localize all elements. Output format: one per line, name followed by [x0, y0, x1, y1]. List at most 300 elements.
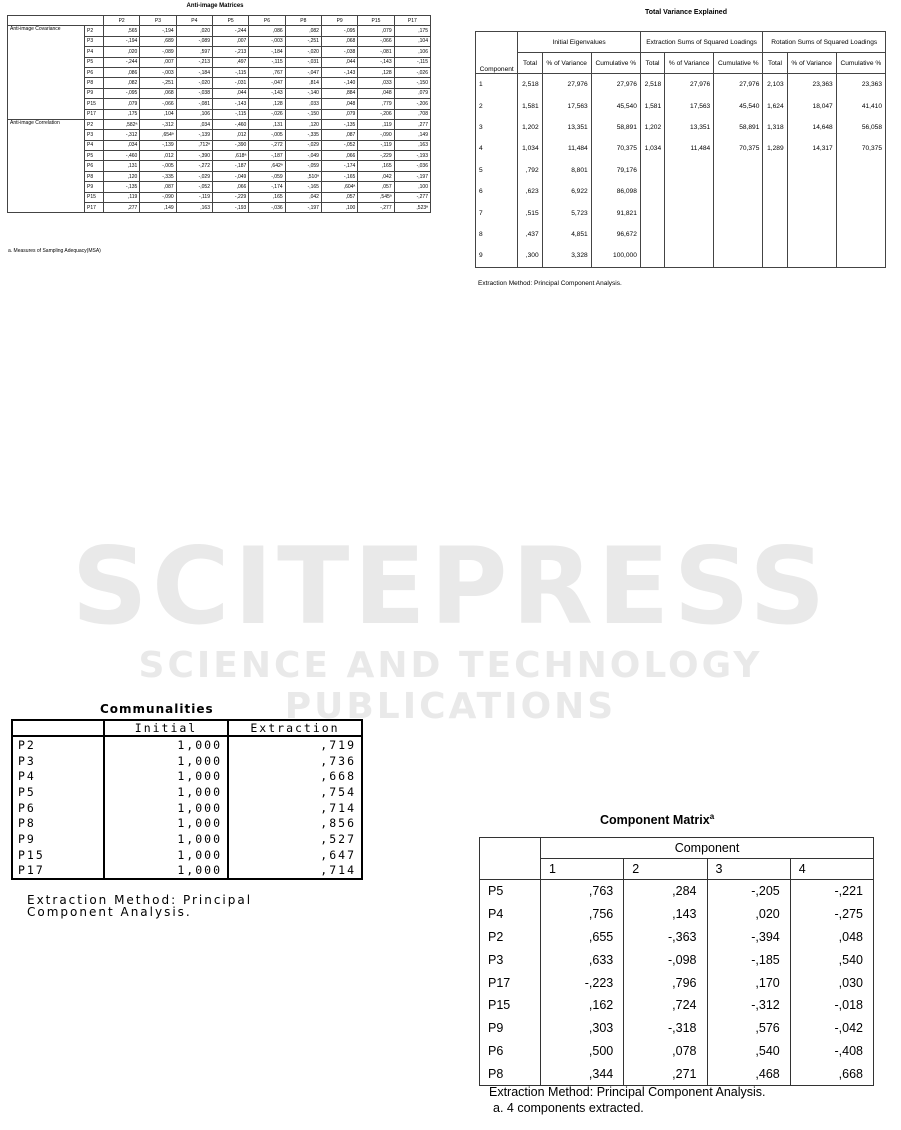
tv-value-cell: 27,976 [542, 74, 591, 96]
anti-image-cell: -,335 [140, 171, 176, 181]
tv-value-cell [640, 202, 664, 223]
tv-value-cell [836, 160, 885, 181]
component-matrix-cell: ,500 [541, 1040, 624, 1063]
communalities-cell: ,714 [228, 863, 362, 880]
anti-image-cell: -,003 [249, 36, 285, 46]
tv-value-cell: 27,976 [665, 74, 714, 96]
anti-image-footnote: a. Measures of Sampling Adequacy(MSA) [8, 248, 101, 254]
anti-image-cell: ,163 [176, 203, 212, 213]
anti-image-cell: -,031 [285, 57, 321, 67]
anti-image-cell: ,079 [104, 99, 140, 109]
tv-value-cell [836, 202, 885, 223]
tv-value-cell [787, 181, 836, 202]
communalities-cell: 1,000 [104, 847, 228, 863]
tv-value-cell [836, 224, 885, 245]
anti-image-cell: -,187 [249, 151, 285, 161]
tv-value-cell: 27,976 [714, 74, 763, 96]
anti-image-col-header: P15 [358, 16, 394, 26]
anti-image-cell: ,175 [104, 109, 140, 119]
component-matrix-row-label: P8 [480, 1062, 541, 1085]
anti-image-col-header: P9 [321, 16, 357, 26]
anti-image-cell: -,005 [140, 161, 176, 171]
tv-value-cell: ,792 [518, 160, 542, 181]
anti-image-cell: -,115 [212, 67, 248, 77]
anti-image-cell: ,497 [212, 57, 248, 67]
anti-image-title: Anti-image Matrices [186, 3, 244, 9]
anti-image-cell: -,066 [140, 99, 176, 109]
anti-image-row [8, 26, 431, 36]
component-matrix-cell: -,018 [790, 994, 873, 1017]
total-variance-title: Total Variance Explained [645, 9, 727, 16]
anti-image-cell: -,150 [394, 78, 430, 88]
anti-image-cell: -,251 [285, 36, 321, 46]
tv-value-cell [763, 160, 787, 181]
anti-image-cell: -,038 [321, 47, 357, 57]
anti-image-corner [8, 16, 85, 26]
anti-image-cell: ,128 [358, 67, 394, 77]
communalities-footnote-line2: Component Analysis. [27, 905, 192, 919]
anti-image-cell: -,005 [249, 130, 285, 140]
component-matrix-cell: ,271 [624, 1062, 707, 1085]
anti-image-cell: -,095 [104, 88, 140, 98]
anti-image-row [8, 119, 431, 129]
communalities-cell: 1,000 [104, 831, 228, 847]
tv-value-cell [763, 202, 787, 223]
total-variance-row [476, 138, 886, 159]
tv-value-cell: 86,098 [591, 181, 640, 202]
communalities-footnote-line1: Extraction Method: Principal [27, 893, 253, 907]
communalities-row [12, 768, 362, 784]
anti-image-cell: ,149 [140, 203, 176, 213]
tv-value-cell [665, 202, 714, 223]
tv-value-cell: ,623 [518, 181, 542, 202]
communalities-cell: ,668 [228, 768, 362, 784]
anti-image-cell: -,312 [140, 119, 176, 129]
tv-value-cell [665, 224, 714, 245]
component-matrix-cell: -,185 [707, 948, 790, 971]
anti-image-cell: ,165 [358, 161, 394, 171]
component-matrix-row [480, 1062, 874, 1085]
anti-image-cell: -,272 [249, 140, 285, 150]
communalities-row [12, 847, 362, 863]
anti-image-cell: ,106 [176, 109, 212, 119]
anti-image-cell: -,059 [249, 171, 285, 181]
anti-image-cell: -,036 [249, 203, 285, 213]
total-variance-row [476, 181, 886, 202]
anti-image-cell: -,135 [321, 119, 357, 129]
anti-image-header-row [8, 16, 431, 26]
tv-component-header: Component [476, 32, 518, 74]
anti-image-cell: -,047 [249, 78, 285, 88]
communalities-table [11, 719, 363, 880]
tv-subheader: % of Variance [665, 53, 714, 74]
anti-image-cell: -,090 [358, 130, 394, 140]
tv-value-cell: 27,976 [591, 74, 640, 96]
tv-value-cell: 14,317 [787, 138, 836, 159]
tv-value-cell: 11,484 [542, 138, 591, 159]
anti-image-cell: -,174 [249, 182, 285, 192]
anti-image-cell: -,251 [140, 78, 176, 88]
component-matrix-footnote [489, 1084, 766, 1116]
anti-image-row-label: P3 [85, 130, 104, 140]
total-variance-row [476, 95, 886, 116]
tv-value-cell [714, 224, 763, 245]
component-matrix-cell: ,796 [624, 971, 707, 994]
tv-value-cell [763, 224, 787, 245]
tv-component-cell: 8 [476, 224, 518, 245]
component-matrix-cell: ,668 [790, 1062, 873, 1085]
anti-image-cell: -,119 [176, 192, 212, 202]
component-matrix-cell: ,162 [541, 994, 624, 1017]
anti-image-cell: ,068 [321, 36, 357, 46]
tv-value-cell: 1,202 [518, 117, 542, 138]
communalities-row-label: P6 [12, 800, 104, 816]
anti-image-row-label: P15 [85, 99, 104, 109]
total-variance-row [476, 160, 886, 181]
anti-image-row-label: P9 [85, 182, 104, 192]
tv-value-cell: 18,047 [787, 95, 836, 116]
anti-image-corner-2 [85, 16, 104, 26]
anti-image-cell: ,012 [140, 151, 176, 161]
anti-image-cell: -,143 [321, 67, 357, 77]
tv-value-cell: 1,202 [640, 117, 664, 138]
tv-value-cell [836, 245, 885, 267]
communalities-row [12, 831, 362, 847]
component-matrix-row [480, 994, 874, 1017]
anti-image-cell: ,642ª [249, 161, 285, 171]
watermark [0, 420, 901, 740]
tv-subheader: % of Variance [542, 53, 591, 74]
anti-image-cell: -,020 [176, 78, 212, 88]
anti-image-cell: ,104 [140, 109, 176, 119]
component-matrix-row [480, 1017, 874, 1040]
anti-image-cell: -,184 [176, 67, 212, 77]
tv-value-cell [665, 245, 714, 267]
anti-image-row-label: P17 [85, 203, 104, 213]
anti-image-cell: -,119 [358, 140, 394, 150]
anti-image-cell: -,135 [104, 182, 140, 192]
anti-image-cell: -,139 [176, 130, 212, 140]
component-matrix-row-label: P2 [480, 926, 541, 949]
communalities-row [12, 800, 362, 816]
anti-image-row-label: P15 [85, 192, 104, 202]
anti-image-cell: ,012 [212, 130, 248, 140]
anti-image-cell: -,143 [358, 57, 394, 67]
anti-image-cell: -,390 [176, 151, 212, 161]
anti-image-row-label: P8 [85, 78, 104, 88]
component-matrix-cell: ,540 [790, 948, 873, 971]
component-matrix-corner [480, 838, 541, 880]
component-matrix-row-label: P3 [480, 948, 541, 971]
component-matrix-title-sup: a [709, 812, 715, 821]
component-matrix-row [480, 1040, 874, 1063]
anti-image-cell: ,604ª [321, 182, 357, 192]
anti-image-cell: -,090 [140, 192, 176, 202]
component-matrix-cell: ,468 [707, 1062, 790, 1085]
tv-value-cell [640, 160, 664, 181]
component-matrix-cell: ,756 [541, 903, 624, 926]
anti-image-cell: ,689 [140, 36, 176, 46]
anti-image-cell: ,079 [321, 109, 357, 119]
tv-value-cell: 17,563 [665, 95, 714, 116]
tv-value-cell: 8,801 [542, 160, 591, 181]
tv-value-cell: 45,540 [591, 95, 640, 116]
component-matrix-row-label: P15 [480, 994, 541, 1017]
anti-image-cell: -,272 [176, 161, 212, 171]
anti-image-cell: ,175 [394, 26, 430, 36]
anti-image-cell: ,120 [285, 119, 321, 129]
anti-image-cell: ,020 [104, 47, 140, 57]
component-matrix-col-header: 1 [541, 859, 624, 880]
anti-image-cell: -,193 [212, 203, 248, 213]
anti-image-cell: -,206 [358, 109, 394, 119]
communalities-cell: ,856 [228, 815, 362, 831]
anti-image-cell: ,087 [321, 130, 357, 140]
anti-image-cell: ,277 [104, 203, 140, 213]
anti-image-cell: ,104 [394, 36, 430, 46]
communalities-row-label: P15 [12, 847, 104, 863]
anti-image-cell: -,460 [212, 119, 248, 129]
anti-image-cell: ,020 [176, 26, 212, 36]
tv-value-cell [714, 202, 763, 223]
anti-image-cell: ,100 [321, 203, 357, 213]
anti-image-row-label: P4 [85, 47, 104, 57]
anti-image-table [7, 15, 431, 213]
anti-image-cell: -,089 [140, 47, 176, 57]
component-matrix-cell: -,098 [624, 948, 707, 971]
anti-image-cell: -,038 [176, 88, 212, 98]
anti-image-cell: ,708 [394, 109, 430, 119]
total-variance-row [476, 202, 886, 223]
anti-image-row-label: P2 [85, 119, 104, 129]
anti-image-cell: ,034 [104, 140, 140, 150]
tv-value-cell: 56,058 [836, 117, 885, 138]
anti-image-cell: ,618ª [212, 151, 248, 161]
anti-image-block-label: Anti-image Covariance [8, 26, 85, 120]
tv-value-cell: 1,034 [640, 138, 664, 159]
tv-group-rotation: Rotation Sums of Squared Loadings [763, 32, 886, 53]
tv-value-cell: 100,000 [591, 245, 640, 267]
component-matrix-row [480, 948, 874, 971]
anti-image-cell: -,066 [358, 36, 394, 46]
anti-image-cell: ,582ª [104, 119, 140, 129]
component-matrix-footnote-2: a. 4 components extracted. [493, 1101, 644, 1115]
component-matrix-cell: ,284 [624, 880, 707, 903]
anti-image-cell: -,095 [321, 26, 357, 36]
anti-image-cell: ,884 [321, 88, 357, 98]
tv-value-cell: 1,289 [763, 138, 787, 159]
tv-value-cell: 58,891 [714, 117, 763, 138]
tv-subheader: Cumulative % [591, 53, 640, 74]
tv-value-cell [640, 245, 664, 267]
component-matrix-cell: -,275 [790, 903, 873, 926]
anti-image-col-header: P8 [285, 16, 321, 26]
tv-subheader: Total [640, 53, 664, 74]
anti-image-cell: ,057 [358, 182, 394, 192]
anti-image-cell: ,048 [358, 88, 394, 98]
component-matrix-cell: ,020 [707, 903, 790, 926]
component-matrix-cell: ,576 [707, 1017, 790, 1040]
total-variance-row [476, 74, 886, 96]
component-matrix-row-label: P9 [480, 1017, 541, 1040]
anti-image-cell: ,779 [358, 99, 394, 109]
anti-image-cell: -,244 [212, 26, 248, 36]
anti-image-cell: -,143 [249, 88, 285, 98]
component-matrix-col-header: 3 [707, 859, 790, 880]
component-matrix-title [600, 812, 714, 827]
tv-subheader: Cumulative % [836, 53, 885, 74]
tv-value-cell: 14,648 [787, 117, 836, 138]
communalities-footnote [27, 894, 252, 918]
tv-value-cell: 2,518 [518, 74, 542, 96]
anti-image-cell: -,390 [212, 140, 248, 150]
communalities-cell: ,754 [228, 784, 362, 800]
total-variance-group-row [476, 32, 886, 53]
tv-value-cell: 58,891 [591, 117, 640, 138]
communalities-row-label: P2 [12, 736, 104, 753]
anti-image-cell: ,048 [321, 99, 357, 109]
anti-image-row-label: P6 [85, 67, 104, 77]
anti-image-cell: ,044 [212, 88, 248, 98]
component-matrix-cell: -,394 [707, 926, 790, 949]
component-matrix-cell: ,030 [790, 971, 873, 994]
component-matrix-cell: -,042 [790, 1017, 873, 1040]
anti-image-cell: -,139 [140, 140, 176, 150]
communalities-cell: ,647 [228, 847, 362, 863]
total-variance-row [476, 245, 886, 267]
communalities-cell: 1,000 [104, 863, 228, 880]
anti-image-cell: -,229 [212, 192, 248, 202]
tv-value-cell: 70,375 [714, 138, 763, 159]
component-matrix-cell: -,318 [624, 1017, 707, 1040]
anti-image-cell: ,119 [358, 119, 394, 129]
anti-image-cell: -,184 [249, 47, 285, 57]
anti-image-cell: -,049 [212, 171, 248, 181]
anti-image-row-label: P4 [85, 140, 104, 150]
anti-image-cell: -,187 [212, 161, 248, 171]
anti-image-col-header: P3 [140, 16, 176, 26]
tv-value-cell: 4,851 [542, 224, 591, 245]
tv-component-cell: 6 [476, 181, 518, 202]
tv-value-cell: 1,034 [518, 138, 542, 159]
tv-value-cell [836, 181, 885, 202]
anti-image-row-label: P5 [85, 57, 104, 67]
tv-value-cell: 3,328 [542, 245, 591, 267]
component-matrix-col-header: 4 [790, 859, 873, 880]
component-matrix-cell: -,223 [541, 971, 624, 994]
communalities-cell: 1,000 [104, 815, 228, 831]
anti-image-cell: -,143 [212, 99, 248, 109]
anti-image-cell: ,277 [394, 119, 430, 129]
tv-component-cell: 4 [476, 138, 518, 159]
anti-image-cell: ,079 [394, 88, 430, 98]
anti-image-cell: -,197 [285, 203, 321, 213]
anti-image-col-header: P5 [212, 16, 248, 26]
anti-image-cell: -,081 [358, 47, 394, 57]
anti-image-cell: ,033 [358, 78, 394, 88]
communalities-row-label: P8 [12, 815, 104, 831]
communalities-cell: ,714 [228, 800, 362, 816]
tv-value-cell: 41,410 [836, 95, 885, 116]
anti-image-col-header: P2 [104, 16, 140, 26]
tv-component-cell: 9 [476, 245, 518, 267]
anti-image-cell: ,068 [140, 88, 176, 98]
anti-image-cell: ,523ª [394, 203, 430, 213]
anti-image-cell: ,545ª [358, 192, 394, 202]
communalities-extraction-header: Extraction [228, 720, 362, 736]
anti-image-cell: ,597 [176, 47, 212, 57]
anti-image-row-label: P5 [85, 151, 104, 161]
tv-value-cell [640, 224, 664, 245]
tv-value-cell: 11,484 [665, 138, 714, 159]
tv-value-cell: ,515 [518, 202, 542, 223]
communalities-row-label: P3 [12, 753, 104, 769]
component-matrix-cell: -,363 [624, 926, 707, 949]
total-variance-row [476, 224, 886, 245]
anti-image-cell: -,047 [285, 67, 321, 77]
tv-value-cell [714, 181, 763, 202]
anti-image-cell: -,081 [176, 99, 212, 109]
tv-value-cell: 1,624 [763, 95, 787, 116]
tv-value-cell: 23,363 [787, 74, 836, 96]
anti-image-cell: -,193 [394, 151, 430, 161]
tv-value-cell: 96,672 [591, 224, 640, 245]
anti-image-row-label: P9 [85, 88, 104, 98]
anti-image-col-header: P4 [176, 16, 212, 26]
communalities-cell: 1,000 [104, 753, 228, 769]
communalities-title: Communalities [100, 702, 214, 716]
anti-image-cell: ,163 [394, 140, 430, 150]
anti-image-cell: ,042 [358, 171, 394, 181]
anti-image-cell: ,086 [104, 67, 140, 77]
communalities-row [12, 784, 362, 800]
component-matrix-row-label: P5 [480, 880, 541, 903]
anti-image-cell: ,057 [321, 192, 357, 202]
tv-value-cell: 45,540 [714, 95, 763, 116]
anti-image-cell: -,026 [249, 109, 285, 119]
anti-image-cell: -,277 [358, 203, 394, 213]
anti-image-cell: ,654ª [140, 130, 176, 140]
anti-image-cell: ,082 [285, 26, 321, 36]
communalities-row-label: P9 [12, 831, 104, 847]
anti-image-cell: ,131 [249, 119, 285, 129]
tv-value-cell [665, 160, 714, 181]
communalities-corner [12, 720, 104, 736]
anti-image-cell: -,089 [176, 36, 212, 46]
anti-image-row-label: P17 [85, 109, 104, 119]
component-matrix-cell: ,655 [541, 926, 624, 949]
anti-image-col-header: P6 [249, 16, 285, 26]
component-matrix-row [480, 903, 874, 926]
anti-image-cell: -,174 [321, 161, 357, 171]
anti-image-row-label: P6 [85, 161, 104, 171]
tv-value-cell: ,300 [518, 245, 542, 267]
tv-value-cell: 1,581 [518, 95, 542, 116]
anti-image-block-label: Anti-image Correlation [8, 119, 85, 213]
tv-value-cell [640, 181, 664, 202]
anti-image-cell: ,510ª [285, 171, 321, 181]
anti-image-cell: -,115 [394, 57, 430, 67]
component-matrix-cell: -,312 [707, 994, 790, 1017]
component-matrix-table [479, 837, 874, 1086]
tv-value-cell [763, 245, 787, 267]
anti-image-cell: ,165 [249, 192, 285, 202]
tv-value-cell [714, 245, 763, 267]
component-matrix-footnote-1: Extraction Method: Principal Component Analysis. [489, 1085, 766, 1099]
anti-image-cell: ,033 [285, 99, 321, 109]
communalities-initial-header: Initial [104, 720, 228, 736]
component-matrix-cell: ,763 [541, 880, 624, 903]
